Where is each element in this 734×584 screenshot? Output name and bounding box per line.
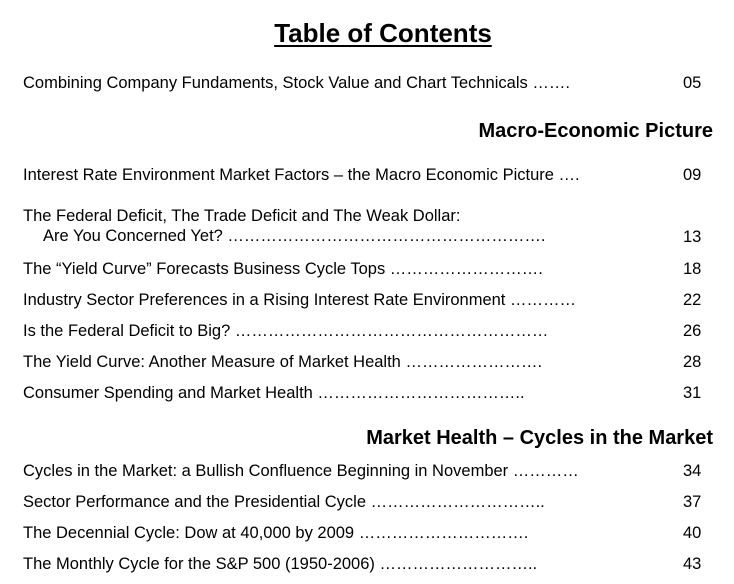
- toc-entry-title: The Monthly Cycle for the S&P 500 (1950-2006) ………………………..: [23, 555, 538, 573]
- section-heading-macro-economic: Macro-Economic Picture: [478, 120, 713, 142]
- toc-entry-title-continued: Are You Concerned Yet? ………………………………………………….: [43, 227, 546, 245]
- toc-page-number: 31: [683, 384, 702, 402]
- toc-entry-cycles-in-market[interactable]: [23, 461, 579, 481]
- toc-entry-title: The Yield Curve: Another Measure of Market Health …………………….: [23, 353, 543, 371]
- toc-entry-interest-rate[interactable]: [23, 165, 580, 185]
- toc-entry-title: Cycles in the Market: a Bullish Confluence Beginning in November …………: [23, 462, 579, 480]
- toc-entry-title: Consumer Spending and Market Health ………………………………..: [23, 384, 525, 402]
- toc-page-number: 28: [683, 353, 702, 371]
- toc-entry-decennial-cycle[interactable]: [23, 523, 528, 543]
- toc-entry-title: The “Yield Curve” Forecasts Business Cycle Tops ……………………….: [23, 260, 543, 278]
- toc-page-number: 09: [683, 166, 702, 184]
- toc-page-number: 43: [683, 555, 702, 573]
- toc-entry-combining-fundamentals[interactable]: [23, 73, 570, 93]
- toc-page-number: 37: [683, 493, 702, 511]
- toc-entry-sector-performance[interactable]: [23, 492, 545, 512]
- toc-page-number: 26: [683, 322, 702, 340]
- toc-entry-title: The Federal Deficit, The Trade Deficit and The Weak Dollar:: [23, 207, 461, 225]
- toc-entry-monthly-cycle[interactable]: [23, 554, 537, 574]
- toc-entry-title: The Decennial Cycle: Dow at 40,000 by 2009 ………………………….: [23, 524, 529, 542]
- toc-entry-title: Combining Company Fundaments, Stock Value and Chart Technicals …….: [23, 74, 570, 92]
- toc-page-number: 22: [683, 291, 702, 309]
- toc-entry-title: Interest Rate Environment Market Factors – the Macro Economic Picture ….: [23, 166, 580, 184]
- toc-page-number: 40: [683, 524, 702, 542]
- toc-entry-yield-curve-health[interactable]: [23, 352, 542, 372]
- toc-entry-federal-deficit-big[interactable]: [23, 321, 548, 341]
- toc-entry-consumer-spending[interactable]: [23, 383, 525, 403]
- toc-entry-industry-sector[interactable]: [23, 290, 576, 310]
- toc-entry-title: Is the Federal Deficit to Big? …………………………………………………: [23, 322, 549, 340]
- toc-entry-title: Sector Performance and the Presidential Cycle …………………………..: [23, 493, 545, 511]
- toc-entry-yield-curve-forecasts[interactable]: [23, 259, 543, 279]
- toc-entry-federal-deficit-dollar[interactable]: [23, 206, 546, 246]
- toc-entry-title: Industry Sector Preferences in a Rising Interest Rate Environment …………: [23, 291, 576, 309]
- toc-page-number: 34: [683, 462, 702, 480]
- toc-page-number: 18: [683, 260, 702, 278]
- page-title: Table of Contents: [274, 18, 492, 48]
- toc-page-number: 05: [683, 74, 702, 92]
- section-heading-market-health: Market Health – Cycles in the Market: [366, 427, 713, 449]
- toc-page-number: 13: [683, 228, 702, 246]
